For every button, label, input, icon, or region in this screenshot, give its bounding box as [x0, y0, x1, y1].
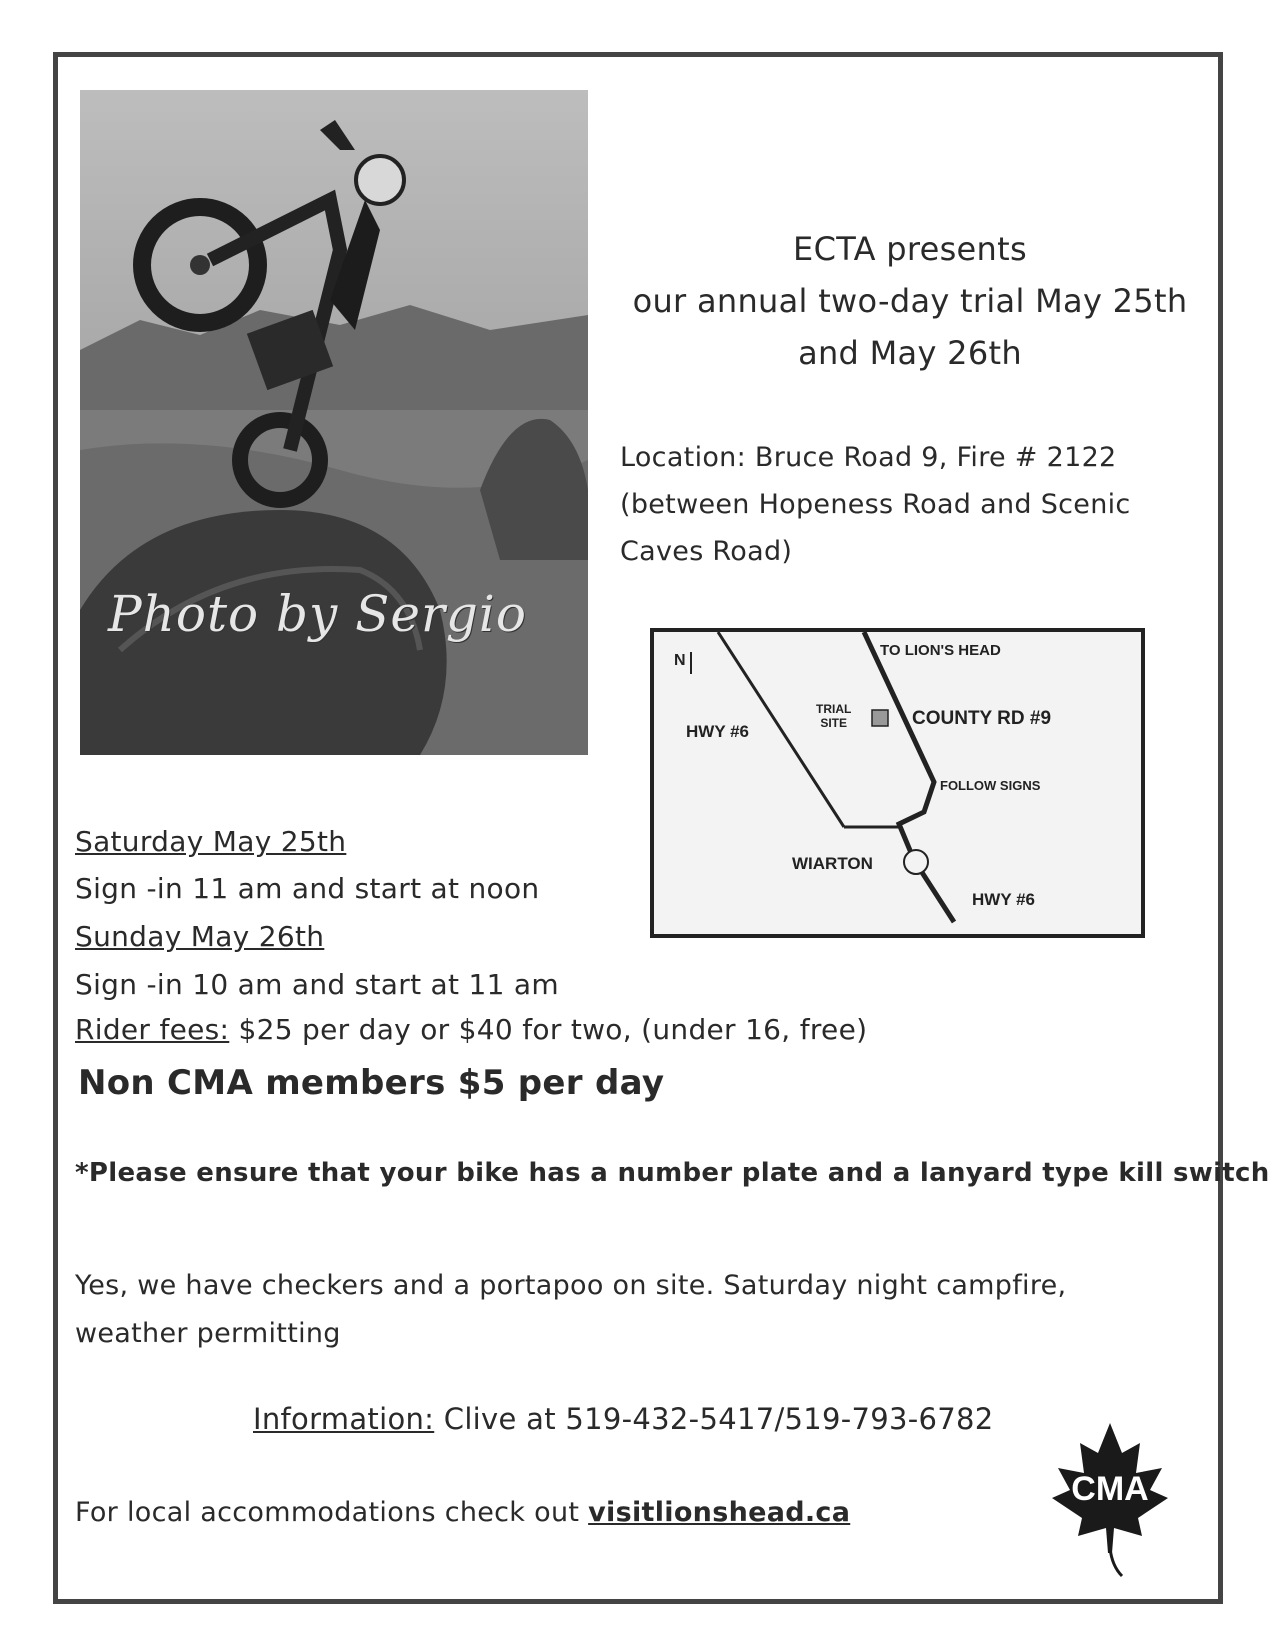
- map-north-label: N: [674, 652, 686, 669]
- saturday-detail: Sign -in 11 am and start at noon: [75, 872, 540, 905]
- map-hwy-bottom: HWY #6: [972, 890, 1035, 909]
- header-line-1: ECTA presents: [793, 230, 1027, 268]
- non-member-fee: Non CMA members $5 per day: [78, 1063, 665, 1103]
- rider-fees-label: Rider fees:: [75, 1013, 230, 1046]
- location-address: Bruce Road 9, Fire # 2122: [746, 442, 1117, 473]
- accommodations: [75, 1497, 850, 1528]
- map-trial-site-line-1: TRIAL: [816, 702, 852, 716]
- location-line-3: Caves Road): [620, 536, 793, 567]
- sunday-detail: Sign -in 10 am and start at 11 am: [75, 968, 559, 1001]
- accommodations-link[interactable]: visitlionshead.ca: [588, 1497, 851, 1528]
- information-label: Information:: [253, 1402, 435, 1436]
- accommodations-text: For local accommodations check out: [75, 1497, 589, 1528]
- map-trial-site: [816, 702, 851, 730]
- cma-logo-text: CMA: [1071, 1470, 1149, 1508]
- map-county-rd: COUNTY RD #9: [912, 708, 1052, 729]
- location-line-1: [620, 434, 1180, 481]
- map-wiarton: WIARTON: [792, 854, 873, 873]
- trials-rider-photo: [80, 90, 588, 755]
- bike-requirement-note: *Please ensure that your bike has a number plate and a lanyard type kill switch: [75, 1158, 1270, 1188]
- map-follow-signs: FOLLOW SIGNS: [940, 778, 1041, 793]
- site-amenities-line-1: Yes, we have checkers and a portapoo on site. Saturday night campfire,: [75, 1270, 1067, 1301]
- map-to-lions-head: TO LION'S HEAD: [880, 642, 1001, 659]
- rider-fees-text: $25 per day or $40 for two, (under 16, free): [229, 1013, 868, 1046]
- map-hwy-left: HWY #6: [686, 722, 749, 741]
- photo-credit: Photo by Sergio: [108, 585, 528, 643]
- information-contact: [253, 1402, 994, 1436]
- site-amenities: [75, 1262, 1195, 1358]
- site-amenities-line-2: weather permitting: [75, 1318, 341, 1349]
- rider-fees: [75, 1013, 867, 1046]
- header-line-2: our annual two-day trial May 25th: [632, 282, 1188, 320]
- cma-maple-leaf-logo: [1050, 1418, 1170, 1578]
- photo-credit-logo: 2014: [185, 665, 316, 716]
- header-line-3: and May 26th: [798, 334, 1022, 372]
- location: [620, 434, 1180, 575]
- saturday-heading: Saturday May 25th: [75, 825, 347, 858]
- location-line-2: (between Hopeness Road and Scenic: [620, 489, 1131, 520]
- location-map: [650, 628, 1145, 938]
- location-label: Location:: [620, 442, 746, 473]
- map-trial-site-line-2: SITE: [820, 716, 847, 730]
- sunday-heading: Sunday May 26th: [75, 920, 325, 953]
- information-phone: Clive at 519-432-5417/519-793-6782: [434, 1402, 994, 1436]
